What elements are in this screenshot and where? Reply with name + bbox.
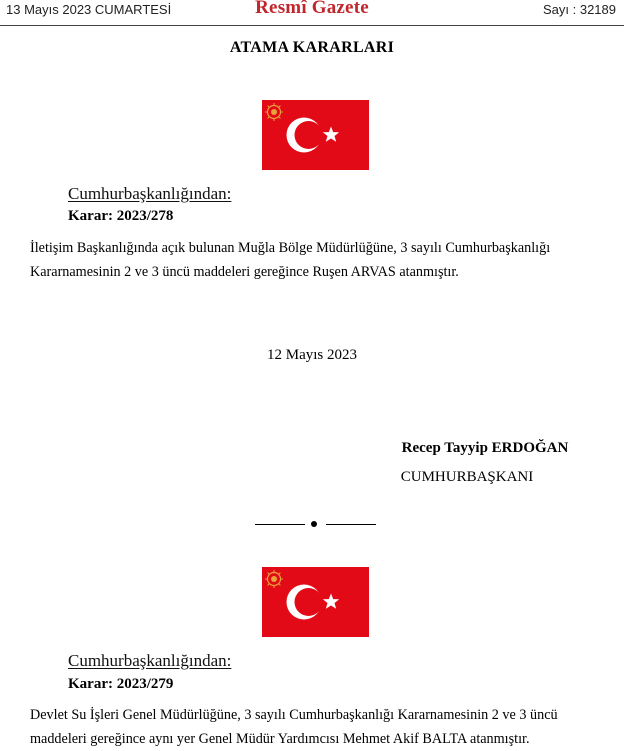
separator-dot (311, 521, 317, 527)
signer-title: CUMHURBAŞKANI (400, 469, 534, 485)
section-title: ATAMA KARARLARI (229, 39, 395, 56)
masthead-title: Resmî Gazete (255, 0, 369, 18)
header-divider (0, 25, 624, 26)
turkish-flag-icon (262, 100, 369, 170)
separator-line (255, 524, 305, 525)
decree-authority: Cumhurbaşkanlığından: (68, 184, 232, 203)
decree-number: Karar: 2023/278 (68, 208, 174, 224)
decree-number: Karar: 2023/279 (68, 676, 174, 692)
decree-date: 12 Mayıs 2023 (267, 347, 357, 363)
turkish-flag-icon (262, 567, 369, 637)
section-separator (0, 513, 624, 533)
decree-text-line: Devlet Su İşleri Genel Müdürlüğüne, 3 sayılı Cumhurbaşkanlığı Kararnamesinin 2 ve 3 üncü (30, 707, 558, 723)
decree-text (30, 236, 606, 284)
decree-text-line: maddeleri gereğince aynı yer Genel Müdür Yardımcısı Mehmet Akif BALTA atanmıştır. (30, 731, 530, 747)
header-date: 13 Mayıs 2023 CUMARTESİ (6, 2, 172, 17)
decree-authority: Cumhurbaşkanlığından: (68, 651, 232, 670)
signer-name: Recep Tayyip ERDOĞAN (401, 440, 569, 456)
decree-text-line: İletişim Başkanlığında açık bulunan Muğla Bölge Müdürlüğüne, 3 sayılı Cumhurbaşkanlığı (30, 240, 551, 256)
decree-text-line: Kararnamesinin 2 ve 3 üncü maddeleri gereğince Ruşen ARVAS atanmıştır. (30, 264, 459, 280)
issue-number: Sayı : 32189 (543, 2, 616, 17)
decree-text (30, 703, 606, 751)
separator-line (326, 524, 376, 525)
